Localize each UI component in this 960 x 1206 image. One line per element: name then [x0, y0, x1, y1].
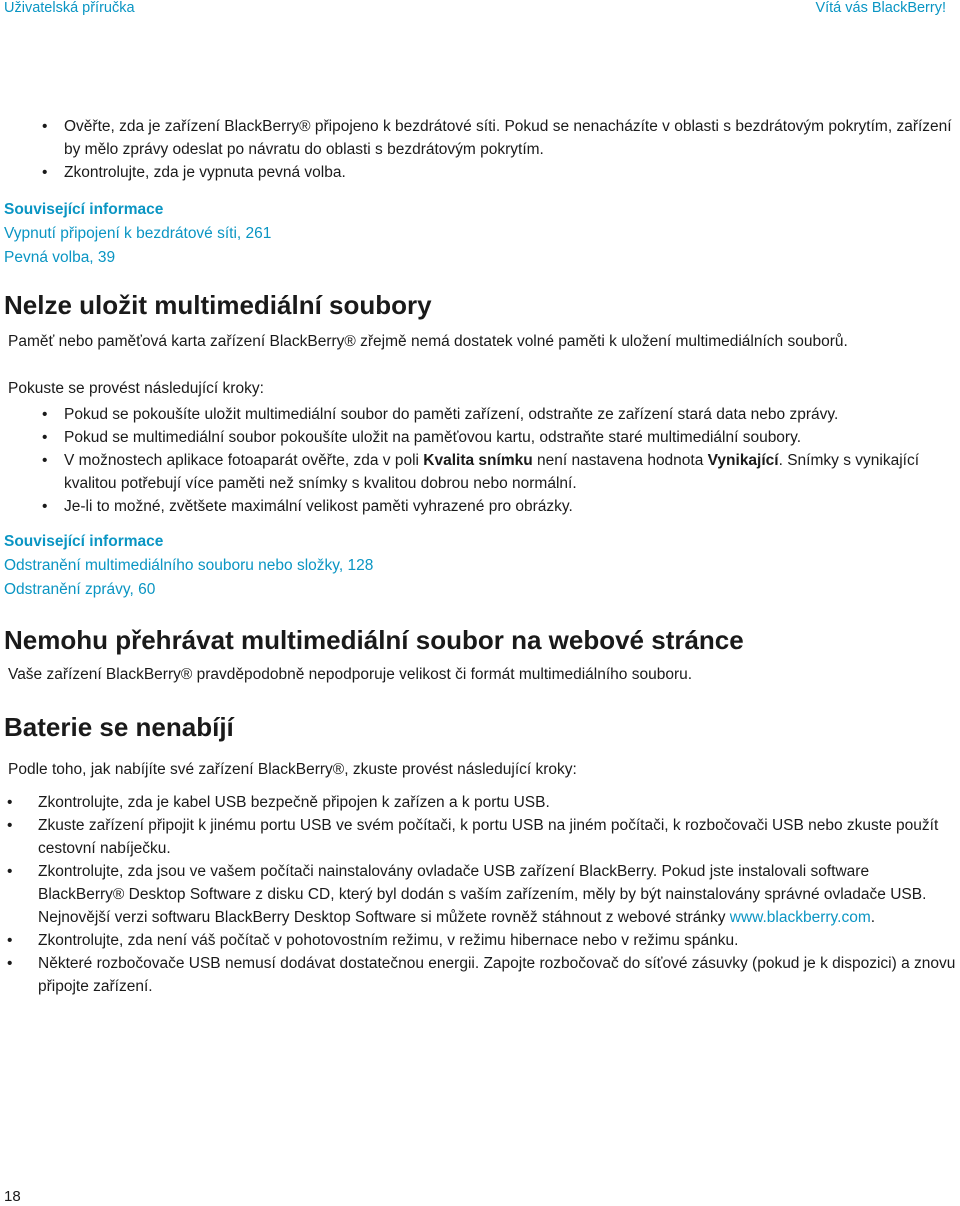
related-link-wireless-off[interactable]: Vypnutí připojení k bezdrátové síti, 261 — [4, 225, 272, 242]
related-info-heading: Související informace — [4, 533, 164, 550]
bullet-list — [0, 791, 960, 998]
section3-body — [8, 758, 960, 781]
bullet-icon: • — [42, 118, 48, 135]
bullet-icon: • — [42, 406, 48, 423]
bullet-icon: • — [7, 817, 13, 834]
section-cannot-save-media — [0, 290, 960, 320]
bullet-icon: • — [42, 452, 48, 469]
section3-steps — [0, 791, 960, 998]
section-title: Nelze uložit multimediální soubory — [4, 290, 432, 320]
section1-steps-intro — [8, 377, 960, 400]
bullet-icon: • — [7, 794, 13, 811]
section-title: Nemohu přehrávat multimediální soubor na webové stránce — [4, 625, 744, 655]
related-link-delete-media[interactable]: Odstranění multimediálního souboru nebo složky, 128 — [4, 557, 374, 574]
list-item: • Zkontrolujte, zda je vypnuta pevná volba. — [0, 161, 960, 184]
list-item: • Zkontrolujte, zda je kabel USB bezpečně připojen k zařízen a k portu USB. — [0, 791, 960, 814]
intro-bullet-list — [0, 115, 960, 184]
section1-body — [8, 330, 956, 353]
list-item: • V možnostech aplikace fotoaparát ověřte, zda v poli Kvalita snímku není nastavena hodnota Vynikající. Snímky s vynikající kvalitou potřebují více paměti než snímky s kvalitou dobrou nebo normální. — [0, 449, 960, 495]
list-item: • Některé rozbočovače USB nemusí dodávat dostatečnou energii. Zapojte rozbočovač do síťové zásuvky (pokud je k dispozici) a znovu připojte zařízení. — [0, 952, 960, 998]
bullet-icon: • — [7, 863, 13, 880]
related-info-heading: Související informace — [4, 201, 164, 218]
field-name-quality: Kvalita snímku — [423, 452, 533, 469]
header-manual-title: Uživatelská příručka — [4, 0, 135, 16]
header-chapter-title: Vítá vás BlackBerry! — [815, 0, 946, 16]
bullet-icon: • — [42, 498, 48, 515]
list-item: • Je-li to možné, zvětšete maximální velikost paměti vyhrazené pro obrázky. — [0, 495, 960, 518]
blackberry-website-link[interactable]: www.blackberry.com — [729, 909, 871, 926]
bullet-icon: • — [42, 429, 48, 446]
related-link-delete-message[interactable]: Odstranění zprávy, 60 — [4, 581, 156, 598]
paragraph: Podle toho, jak nabíjíte své zařízení BlackBerry®, zkuste provést následující kroky: — [8, 761, 577, 778]
bullet-icon: • — [7, 932, 13, 949]
section-title: Baterie se nenabíjí — [4, 712, 234, 742]
list-item: • Zkuste zařízení připojit k jinému portu USB ve svém počítači, k portu USB na jiném počítači, k rozbočovači USB nebo zkuste použít cestovní nabíječku. — [0, 814, 960, 860]
list-item: • Zkontrolujte, zda jsou ve vašem počítači nainstalovány ovladače USB zařízení BlackBerry. Pokud jste instalovali software BlackBerry® Desktop Software z disku CD, který byl dodán s vaším zařízením, měly by být nainstalovány správné ovladače USB. Nejnovější verzi softwaru BlackBerry Desktop Software si můžete rovněž stáhnout z webové stránky www.blackberry.com. — [0, 860, 960, 929]
list-item: • Pokud se pokoušíte uložit multimediální soubor do paměti zařízení, odstraňte ze zařízení stará data nebo zprávy. — [0, 403, 960, 426]
intro-section — [0, 115, 960, 184]
section-cannot-play-media — [0, 625, 960, 655]
related-link-fixed-dialing[interactable]: Pevná volba, 39 — [4, 249, 116, 266]
bullet-list — [0, 403, 960, 518]
list-item: • Ověřte, zda je zařízení BlackBerry® připojeno k bezdrátové síti. Pokud se nenacházíte v oblasti s bezdrátovým pokrytím, zařízení by mělo zprávy odeslat po návratu do oblasti s bezdrátovým pokrytím. — [0, 115, 960, 161]
list-item: • Pokud se multimediální soubor pokoušíte uložit na paměťovou kartu, odstraňte staré multimediální soubory. — [0, 426, 960, 449]
paragraph: Vaše zařízení BlackBerry® pravděpodobně nepodporuje velikost či formát multimediálního souboru. — [8, 666, 693, 683]
section2-body — [8, 663, 960, 686]
bullet-icon: • — [7, 955, 13, 972]
paragraph: Pokuste se provést následující kroky: — [8, 380, 264, 397]
value-excellent: Vynikající — [707, 452, 779, 469]
related-info-1 — [0, 198, 960, 270]
section1-steps — [0, 403, 960, 518]
list-item: • Zkontrolujte, zda není váš počítač v pohotovostním režimu, v režimu hibernace nebo v režimu spánku. — [0, 929, 960, 952]
bullet-icon: • — [42, 164, 48, 181]
paragraph: Paměť nebo paměťová karta zařízení BlackBerry® zřejmě nemá dostatek volné paměti k uložení multimediálních souborů. — [8, 333, 848, 350]
page-number: 18 — [4, 1188, 21, 1205]
section-battery-not-charging — [0, 712, 960, 742]
related-info-2 — [0, 530, 960, 602]
